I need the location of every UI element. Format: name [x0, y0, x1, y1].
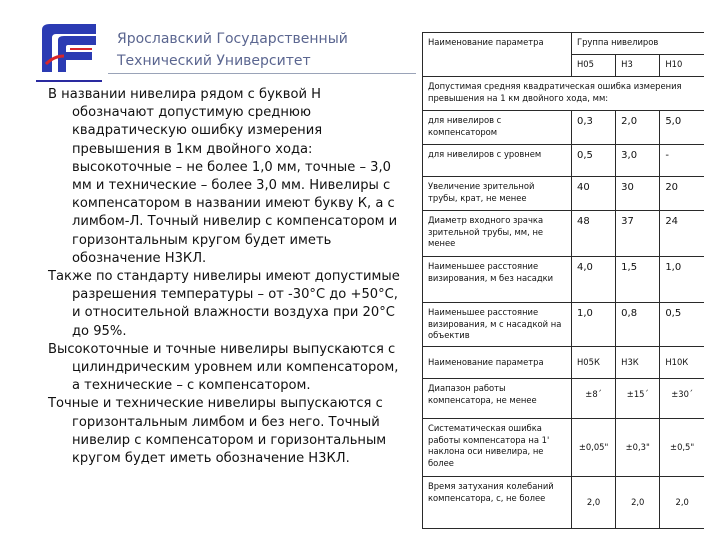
cell-value: ±8´ [572, 379, 616, 419]
model-header: Н3К [616, 347, 660, 379]
cell-value: 37 [616, 211, 660, 257]
table-row [423, 379, 705, 419]
model-header: Н3 [616, 55, 660, 77]
cell-value: ±30´ [660, 379, 704, 419]
university-name [117, 28, 407, 72]
cell-value: 1,5 [616, 257, 660, 303]
university-line2: Технический Университет [117, 53, 311, 69]
model-header: Н05 [572, 55, 616, 77]
cell-value: ±0,05" [572, 419, 616, 477]
table-header-row [423, 33, 705, 55]
table-header-row-2 [423, 347, 705, 379]
cell-value: 2,0 [572, 477, 616, 529]
table-row [423, 303, 705, 347]
cell-value: 20 [660, 177, 704, 211]
table-span-row [423, 77, 705, 111]
cell-value: 24 [660, 211, 704, 257]
paragraph: Также по стандарту нивелиры имеют допустимые разрешения температуры – от -30°С до +50°С, и относительной влажности воздуха при 20°С до 95%. [48, 269, 400, 339]
row-label: для нивелиров с уровнем [423, 145, 572, 177]
table-row [423, 419, 705, 477]
cell-value: 1,0 [572, 303, 616, 347]
cell-value: 4,0 [572, 257, 616, 303]
cell-value: ±15´ [616, 379, 660, 419]
cell-value: 0,5 [660, 303, 704, 347]
row-label: Наименьшее расстояние визирования, м с насадкой на объектив [423, 303, 572, 347]
cell-value: 30 [616, 177, 660, 211]
cell-value: 48 [572, 211, 616, 257]
row-label: Наименьшее расстояние визирования, м без насадки [423, 257, 572, 303]
row-label: Время затухания колебаний компенсатора, с, не более [423, 477, 572, 529]
table-row [423, 145, 705, 177]
cell-value: 1,0 [660, 257, 704, 303]
model-header: Н10 [660, 55, 704, 77]
table-row [423, 477, 705, 529]
param-header: Наименование параметра [423, 33, 572, 77]
table-row [423, 111, 705, 145]
body-text [48, 86, 403, 468]
param-header-2: Наименование параметра [423, 347, 572, 379]
span-row-text: Допустимая средняя квадратическая ошибка измерения превышения на 1 км двойного хода, мм: [423, 77, 705, 111]
paragraph: Высокоточные и точные нивелиры выпускаются с цилиндрическим уровнем или компенсатором, а технические – с компенсатором. [48, 341, 399, 394]
cell-value: 3,0 [616, 145, 660, 177]
cell-value: 2,0 [616, 111, 660, 145]
cell-value: 0,8 [616, 303, 660, 347]
model-header: Н05К [572, 347, 616, 379]
paragraph: Точные и технические нивелиры выпускаются с горизонтальным лимбом и без него. Точный нивелир с компенсатором и горизонтальным кругом будет иметь обозначение Н3КЛ. [48, 396, 387, 467]
cell-value: - [660, 145, 704, 177]
row-label: Увеличение зрительной трубы, крат, не менее [423, 177, 572, 211]
cell-value: 0,3 [572, 111, 616, 145]
cell-value: 2,0 [616, 477, 660, 529]
table-row [423, 257, 705, 303]
group-header: Группа нивелиров [572, 33, 705, 55]
leveling-instruments-table [422, 32, 704, 529]
cell-value: ±0,3" [616, 419, 660, 477]
cell-value: 5,0 [660, 111, 704, 145]
table-row [423, 177, 705, 211]
cell-value: ±0,5" [660, 419, 704, 477]
cell-value: 0,5 [572, 145, 616, 177]
model-header: Н10К [660, 347, 704, 379]
table-row [423, 211, 705, 257]
university-line1: Ярославский Государственный [117, 31, 348, 47]
cell-value: 2,0 [660, 477, 704, 529]
university-logo [36, 22, 102, 80]
row-label: Диаметр входного зрачка зрительной трубы, мм, не менее [423, 211, 572, 257]
header-divider [108, 73, 416, 74]
cell-value: 40 [572, 177, 616, 211]
row-label: Диапазон работы компенсатора, не менее [423, 379, 572, 419]
row-label: для нивелиров с компенсатором [423, 111, 572, 145]
paragraph: В названии нивелира рядом с буквой Н обозначают допустимую среднюю квадратическую ошибку измерения превышения в 1км двойного хода: высокоточные – не более 1,0 мм, точные – 3,0 мм и технические – более 3,0 мм. Нивелиры с компенсатором в названии имеют букву К, а с лимбом-Л. Точный нивелир с компенсатором и горизонтальным кругом будет иметь обозначение Н3КЛ. [48, 87, 398, 266]
row-label: Систематическая ошибка работы компенсатора на 1' наклона оси нивелира, не более [423, 419, 572, 477]
